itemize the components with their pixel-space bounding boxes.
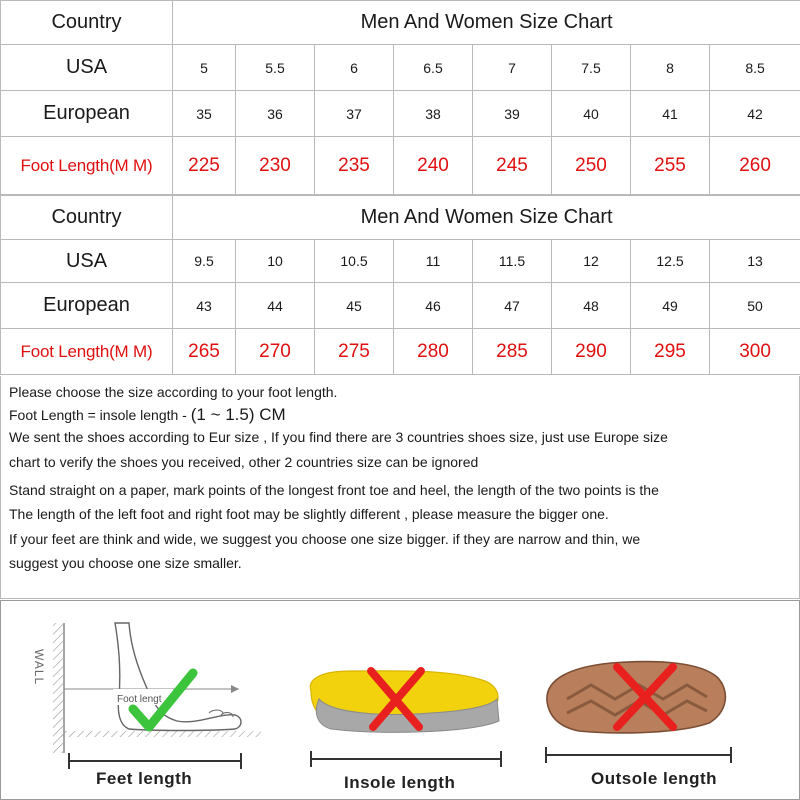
- european-size: 42: [710, 91, 800, 137]
- foot-length-value: 245: [473, 137, 552, 195]
- usa-size: 5: [173, 45, 236, 91]
- foot-length-label: Foot Length(M M): [1, 329, 173, 375]
- note-line: We sent the shoes according to Eur size , If you find there are 3 countries shoes size, just use Europe size: [9, 429, 668, 445]
- foot-length-value: 250: [552, 137, 631, 195]
- formula-line: [9, 405, 286, 425]
- foot-length-row: [1, 137, 800, 195]
- foot-length-value: 240: [394, 137, 473, 195]
- size-chart-table-1: [0, 0, 800, 195]
- foot-length-value: 295: [631, 329, 710, 375]
- measurement-brackets: [69, 747, 731, 769]
- usa-size: 6: [315, 45, 394, 91]
- arrow-right-icon: [231, 685, 239, 693]
- usa-size: 10: [236, 240, 315, 283]
- feet-length-bracket: [69, 753, 241, 769]
- foot-length-value: 280: [394, 329, 473, 375]
- european-size: 39: [473, 91, 552, 137]
- outsole-length-illustration: [547, 662, 726, 733]
- foot-length-value: 235: [315, 137, 394, 195]
- european-size: 41: [631, 91, 710, 137]
- foot-length-label: Foot Length(M M): [1, 137, 173, 195]
- foot-length-value: 260: [710, 137, 800, 195]
- european-size: 38: [394, 91, 473, 137]
- european-label: European: [1, 91, 173, 137]
- european-label: European: [1, 283, 173, 329]
- european-size: 45: [315, 283, 394, 329]
- usa-size: 10.5: [315, 240, 394, 283]
- insole-length-bracket: [311, 751, 501, 767]
- usa-size: 12: [552, 240, 631, 283]
- country-label: Country: [1, 196, 173, 240]
- feet-length-caption: Feet length: [96, 769, 193, 788]
- usa-row: [1, 240, 800, 283]
- usa-size: 6.5: [394, 45, 473, 91]
- chart-title: Men And Women Size Chart: [173, 196, 800, 240]
- usa-size: 8: [631, 45, 710, 91]
- foot-length-value: 225: [173, 137, 236, 195]
- usa-size: 7: [473, 45, 552, 91]
- foot-length-value: 300: [710, 329, 800, 375]
- note-line: suggest you choose one size smaller.: [9, 555, 242, 571]
- foot-length-value: 290: [552, 329, 631, 375]
- usa-size: 7.5: [552, 45, 631, 91]
- outsole-length-caption: Outsole length: [591, 769, 717, 788]
- european-row: [1, 283, 800, 329]
- outsole-shape: [547, 662, 726, 733]
- usa-size: 5.5: [236, 45, 315, 91]
- foot-length-value: 275: [315, 329, 394, 375]
- foot-tag: Foot lengt: [117, 694, 162, 705]
- usa-size: 8.5: [710, 45, 800, 91]
- usa-row: [1, 45, 800, 91]
- chart-title: Men And Women Size Chart: [173, 1, 800, 45]
- european-size: 46: [394, 283, 473, 329]
- formula-prefix: Foot Length = insole length -: [9, 407, 191, 423]
- note-line: If your feet are think and wide, we suggest you choose one size bigger. if they are narrow and thin, we: [9, 531, 641, 547]
- note-line: The length of the left foot and right foot may be slightly different , please measure the bigger one.: [9, 506, 609, 522]
- wall-label: WALL: [32, 649, 46, 686]
- usa-size: 9.5: [173, 240, 236, 283]
- floor-hatch: [61, 731, 261, 737]
- european-size: 50: [710, 283, 800, 329]
- insole-length-caption: Insole length: [344, 773, 456, 792]
- european-size: 49: [631, 283, 710, 329]
- usa-size: 12.5: [631, 240, 710, 283]
- european-size: 36: [236, 91, 315, 137]
- measurement-diagram: [0, 600, 800, 800]
- usa-size: 13: [710, 240, 800, 283]
- usa-size: 11: [394, 240, 473, 283]
- european-size: 47: [473, 283, 552, 329]
- outsole-length-bracket: [546, 747, 731, 763]
- insole-length-illustration: [310, 671, 499, 732]
- european-size: 35: [173, 91, 236, 137]
- european-size: 43: [173, 283, 236, 329]
- country-label: Country: [1, 1, 173, 45]
- note-line: chart to verify the shoes you received, other 2 countries size can be ignored: [9, 454, 479, 470]
- foot-length-value: 255: [631, 137, 710, 195]
- usa-label: USA: [1, 45, 173, 91]
- size-notes: [0, 376, 800, 599]
- european-size: 37: [315, 91, 394, 137]
- feet-length-illustration: [32, 623, 261, 753]
- european-size: 44: [236, 283, 315, 329]
- country-row: [1, 196, 800, 240]
- european-row: [1, 91, 800, 137]
- country-row: [1, 1, 800, 45]
- european-size: 48: [552, 283, 631, 329]
- note-line: Please choose the size according to your foot length.: [9, 384, 338, 400]
- foot-length-value: 270: [236, 329, 315, 375]
- formula-value: (1 ~ 1.5) CM: [190, 405, 286, 424]
- foot-length-value: 230: [236, 137, 315, 195]
- foot-length-value: 265: [173, 329, 236, 375]
- usa-size: 11.5: [473, 240, 552, 283]
- foot-length-row: [1, 329, 800, 375]
- size-chart-table-2: [0, 195, 800, 375]
- european-size: 40: [552, 91, 631, 137]
- usa-label: USA: [1, 240, 173, 283]
- note-line: Stand straight on a paper, mark points of the longest front toe and heel, the length of the two points is the: [9, 482, 659, 498]
- foot-length-value: 285: [473, 329, 552, 375]
